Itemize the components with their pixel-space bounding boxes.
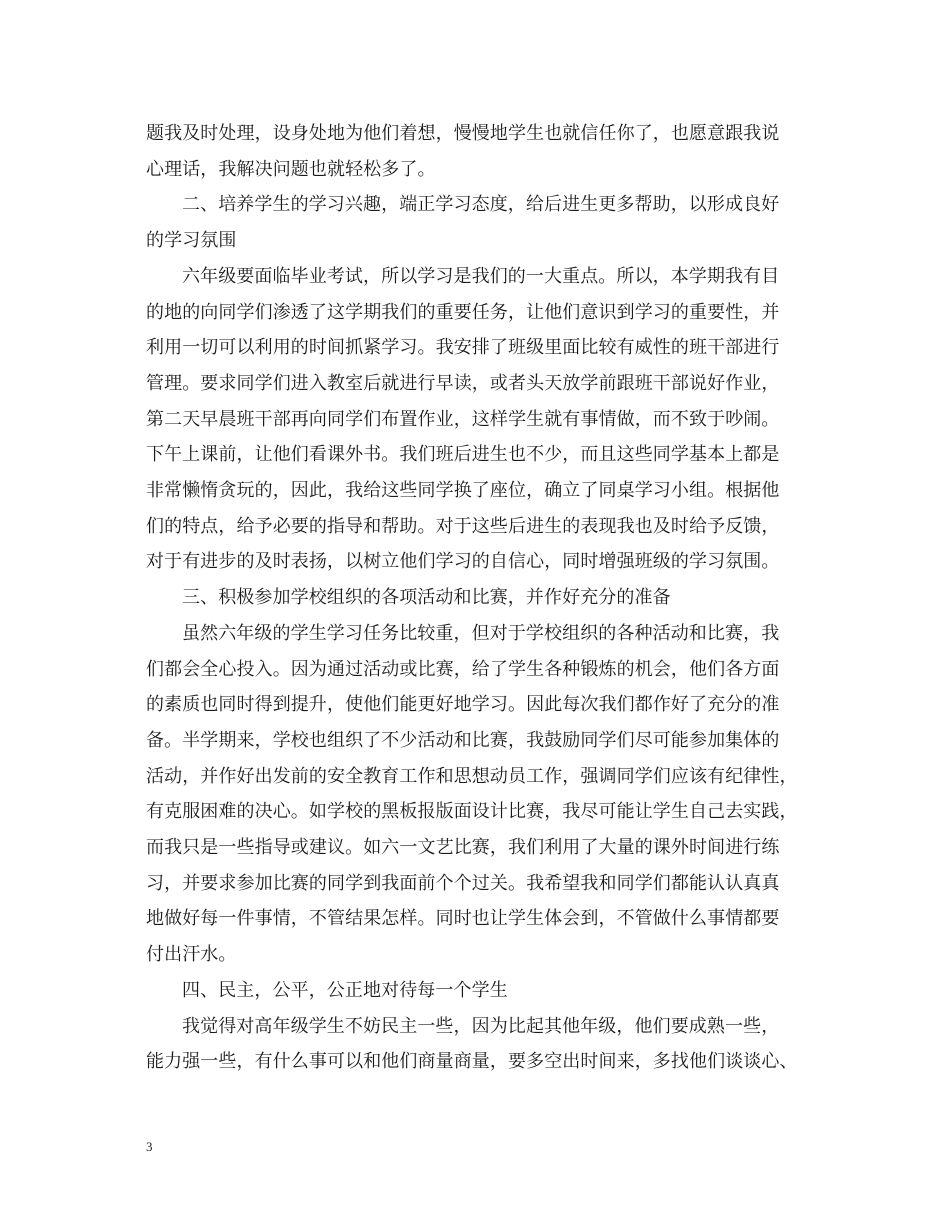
text-line: 对于有进步的及时表扬，以树立他们学习的自信心，同时增强班级的学习氛围。 <box>146 551 780 573</box>
text-line: 心理话，我解决问题也就轻松多了。 <box>146 158 436 180</box>
text-line: 三、积极参加学校组织的各项活动和比赛，并作好充分的准备 <box>182 587 671 609</box>
text-line: 下午上课前，让他们看课外书。我们班后进生也不少，而且这些同学基本上都是 <box>146 444 780 466</box>
text-line: 们的特点，给予必要的指导和帮助。对于这些后进生的表现我也及时给予反馈， <box>146 515 780 537</box>
page-number: 3 <box>146 1139 153 1154</box>
text-line: 利用一切可以利用的时间抓紧学习。我安排了班级里面比较有威性的班干部进行 <box>146 337 780 359</box>
text-line: 们都会全心投入。因为通过活动或比赛，给了学生各种锻炼的机会，他们各方面 <box>146 658 780 680</box>
text-line: 虽然六年级的学生学习任务比较重，但对于学校组织的各种活动和比赛，我 <box>182 622 780 644</box>
text-line: 活动，并作好出发前的安全教育工作和思想动员工作，强调同学们应该有纪律性， <box>146 765 798 787</box>
text-line: 非常懒惰贪玩的，因此，我给这些同学换了座位，确立了同桌学习小组。根据他 <box>146 480 780 502</box>
text-line: 有克服困难的决心。如学校的黑板报版面设计比赛，我尽可能让学生自己去实践， <box>146 801 798 823</box>
text-line: 习，并要求参加比赛的同学到我面前个个过关。我希望我和同学们都能认认真真 <box>146 872 780 894</box>
text-line: 我觉得对高年级学生不妨民主一些，因为比起其他年级，他们要成熟一些， <box>182 1015 780 1037</box>
text-line: 地做好每一件事情，不管结果怎样。同时也让学生体会到，不管做什么事情都要 <box>146 908 780 930</box>
text-line: 付出汗水。 <box>146 944 237 966</box>
document-body <box>146 116 810 1080</box>
text-line: 管理。要求同学们进入教室后就进行早读，或者头天放学前跟班干部说好作业， <box>146 372 780 394</box>
text-line: 备。半学期来，学校也组织了不少活动和比赛，我鼓励同学们尽可能参加集体的 <box>146 729 780 751</box>
text-line: 的地的向同学们渗透了这学期我们的重要任务，让他们意识到学习的重要性，并 <box>146 301 780 323</box>
text-line: 六年级要面临毕业考试，所以学习是我们的一大重点。所以，本学期我有目 <box>182 265 780 287</box>
text-line: 二、培养学生的学习兴趣，端正学习态度，给后进生更多帮助，以形成良好 <box>182 194 780 216</box>
text-line: 题我及时处理，设身处地为他们着想，慢慢地学生也就信任你了，也愿意跟我说 <box>146 123 780 144</box>
text-line: 第二天早晨班干部再向同学们布置作业，这样学生就有事情做，而不致于吵闹。 <box>146 408 780 430</box>
text-line: 的学习氛围 <box>146 230 237 252</box>
text-line: 的素质也同时得到提升，使他们能更好地学习。因此每次我们都作好了充分的准 <box>146 694 780 716</box>
text-line: 而我只是一些指导或建议。如六一文艺比赛，我们利用了大量的课外时间进行练 <box>146 837 780 859</box>
text-line: 能力强一些，有什么事可以和他们商量商量，要多空出时间来，多找他们谈谈心、 <box>146 1051 798 1073</box>
text-line: 四、民主，公平，公正地对待每一个学生 <box>182 979 508 1001</box>
